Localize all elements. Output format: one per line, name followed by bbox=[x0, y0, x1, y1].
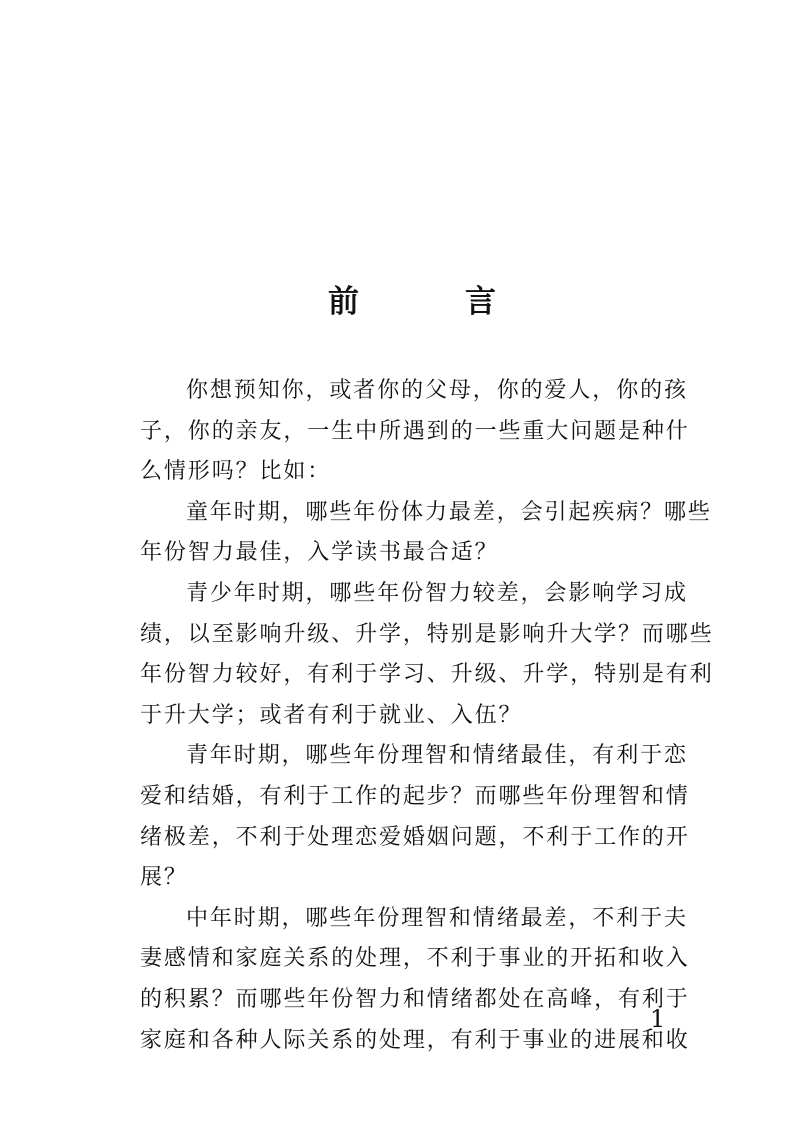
paragraph-line: 中年时期，哪些年份理智和情绪最差，不利于夫 bbox=[186, 905, 688, 931]
paragraph-line: 青年时期，哪些年份理智和情绪最佳，有利于恋 bbox=[186, 743, 688, 769]
paragraph-line: 于升大学；或者有利于就业、入伍？ bbox=[140, 702, 523, 728]
title-char-1: 前 bbox=[328, 284, 359, 320]
title-char-2: 言 bbox=[465, 284, 496, 320]
paragraph-line: 爱和结婚，有利于工作的起步？而哪些年份理智和情 bbox=[140, 783, 690, 809]
paragraph-line: 绩，以至影响升级、升学，特别是影响升大学？而哪些 bbox=[140, 621, 714, 647]
paragraph-line: 子，你的亲友，一生中所遇到的一些重大问题是种什 bbox=[140, 418, 690, 444]
preface-body bbox=[140, 371, 714, 1061]
page-title bbox=[0, 282, 793, 322]
paragraph-line: 么情形吗？比如： bbox=[140, 459, 332, 485]
paragraph-line: 童年时期，哪些年份体力最差，会引起疾病？哪些 bbox=[186, 499, 712, 525]
paragraph-line: 妻感情和家庭关系的处理，不利于事业的开拓和收入 bbox=[140, 946, 690, 972]
paragraph-line: 的积累？而哪些年份智力和情绪都处在高峰，有利于 bbox=[140, 986, 690, 1012]
paragraph-line: 年份智力最佳，入学读书最合适？ bbox=[140, 540, 499, 566]
paragraph-line: 你想预知你，或者你的父母，你的爱人，你的孩 bbox=[186, 378, 688, 403]
page-number: 1 bbox=[650, 1005, 666, 1033]
paragraph-line: 青少年时期，哪些年份智力较差，会影响学习成 bbox=[186, 580, 688, 606]
paragraph-line: 绪极差，不利于处理恋爱婚姻问题，不利于工作的开 bbox=[140, 824, 690, 850]
paragraph-line: 展？ bbox=[140, 865, 188, 891]
paragraph-line: 年份智力较好，有利于学习、升级、升学，特别是有利 bbox=[140, 662, 714, 688]
paragraph-line: 家庭和各种人际关系的处理，有利于事业的进展和收 bbox=[140, 1027, 690, 1053]
